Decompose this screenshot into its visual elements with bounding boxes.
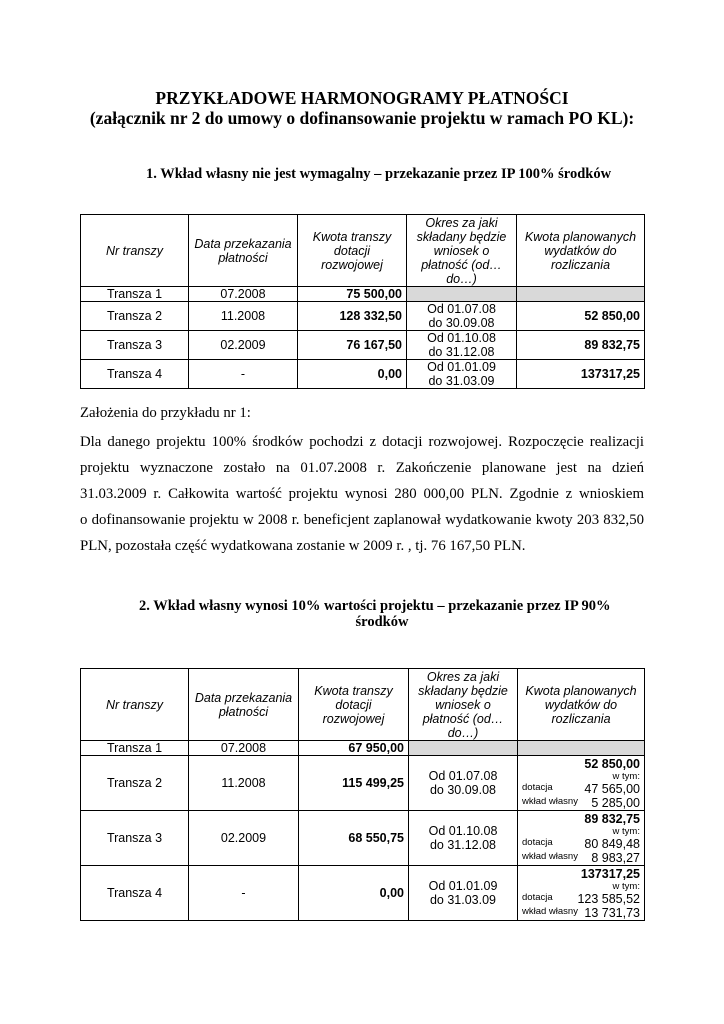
planned-w-tym-label: w tym: [612, 880, 640, 892]
row-planned: 52 850,00 [517, 302, 645, 331]
planned-wklad [522, 906, 640, 920]
row-nr: Transza 2 [81, 302, 189, 331]
row-nr: Transza 4 [81, 866, 189, 921]
section-2-heading-line-1: 2. Wkład własny wynosi 10% wartości projektu – przekazanie przez IP 90% [139, 598, 611, 614]
row-amount: 67 950,00 [299, 741, 409, 756]
wklad-value: 8 983,27 [591, 850, 640, 865]
row-amount: 128 332,50 [298, 302, 407, 331]
row-date: 07.2008 [189, 287, 298, 302]
period-from: Od 01.07.08 [427, 302, 496, 316]
row-date: - [189, 360, 298, 389]
period-to: do 30.09.08 [429, 783, 497, 797]
header-kwota-planowanych: Kwota planowanych wydatków do rozliczania [517, 215, 645, 287]
planned-w-tym-label: w tym: [612, 770, 640, 782]
row-planned: 137317,25 [517, 360, 645, 389]
row-planned-empty [518, 741, 645, 756]
row-date: - [189, 866, 299, 921]
dotacja-value: 123 585,52 [577, 891, 640, 906]
row-amount: 75 500,00 [298, 287, 407, 302]
assumptions-paragraph-line-5: PLN, pozostała część wydatkowana zostanie w 2009 r. , tj. 76 167,50 PLN. [80, 538, 526, 554]
header-data-przekazania: Data przekazania płatności [189, 669, 299, 741]
period-to: do 31.12.08 [429, 838, 497, 852]
table-row [81, 302, 645, 331]
header-okres: Okres za jaki składany będzie wniosek o płatność (od…do…) [409, 669, 518, 741]
period-to: do 31.03.09 [428, 374, 495, 388]
document-title-line-2: (załącznik nr 2 do umowy o dofinansowanie projektu w ramach PO KL): [89, 108, 635, 128]
document-title-line-1: PRZYKŁADOWE HARMONOGRAMY PŁATNOŚCI [155, 88, 569, 108]
header-data-przekazania: Data przekazania płatności [189, 215, 298, 287]
payment-schedule-table-1 [80, 214, 645, 389]
header-nr-transzy: Nr transzy [81, 215, 189, 287]
period-from: Od 01.07.08 [428, 769, 498, 783]
planned-total: 89 832,75 [584, 811, 640, 826]
header-kwota-transzy: Kwota transzy dotacji rozwojowej [299, 669, 409, 741]
row-planned [518, 866, 645, 921]
planned-dotacja [522, 892, 640, 906]
dotacja-label: dotacja [522, 781, 553, 793]
row-amount: 0,00 [298, 360, 407, 389]
row-period-empty [407, 287, 517, 302]
row-nr: Transza 4 [81, 360, 189, 389]
header-nr-transzy: Nr transzy [81, 669, 189, 741]
wklad-value: 13 731,73 [584, 905, 640, 920]
row-amount: 68 550,75 [299, 811, 409, 866]
planned-total: 52 850,00 [584, 756, 640, 771]
period-from: Od 01.10.08 [428, 824, 498, 838]
row-period-empty [409, 741, 518, 756]
period-to: do 31.12.08 [428, 345, 495, 359]
header-kwota-planowanych: Kwota planowanych wydatków do rozliczania [518, 669, 645, 741]
row-period [407, 360, 517, 389]
row-period [407, 302, 517, 331]
row-nr: Transza 3 [81, 331, 189, 360]
row-period [409, 866, 518, 921]
dotacja-value: 80 849,48 [584, 836, 640, 851]
period-to: do 30.09.08 [428, 316, 495, 330]
table-row [81, 360, 645, 389]
row-amount: 76 167,50 [298, 331, 407, 360]
table-row [81, 331, 645, 360]
row-date: 02.2009 [189, 811, 299, 866]
assumptions-heading: Założenia do przykładu nr 1: [80, 405, 251, 421]
period-to: do 31.03.09 [429, 893, 497, 907]
assumptions-paragraph-line-1: Dla danego projektu 100% środków pochodzi z dotacji rozwojowej. Rozpoczęcie realizacji [80, 434, 644, 450]
dotacja-label: dotacja [522, 836, 553, 848]
row-amount: 115 499,25 [299, 756, 409, 811]
table-header-row [81, 215, 645, 287]
table-row [81, 287, 645, 302]
row-period [409, 756, 518, 811]
row-planned [518, 756, 645, 811]
wklad-label: wkład własny [522, 850, 578, 862]
row-planned: 89 832,75 [517, 331, 645, 360]
row-date: 07.2008 [189, 741, 299, 756]
row-nr: Transza 1 [81, 741, 189, 756]
table-row [81, 866, 645, 921]
period-from: Od 01.01.09 [428, 879, 498, 893]
planned-wklad [522, 796, 640, 810]
dotacja-label: dotacja [522, 891, 553, 903]
assumptions-paragraph-line-2: projektu wyznaczone zostało na 01.07.2008 r. Zakończenie planowane jest na dzień [80, 460, 644, 476]
period-from: Od 01.10.08 [427, 331, 496, 345]
planned-w-tym-label: w tym: [612, 825, 640, 837]
planned-dotacja [522, 837, 640, 851]
table-row [81, 741, 645, 756]
header-okres: Okres za jaki składany będzie wniosek o płatność (od…do…) [407, 215, 517, 287]
row-amount: 0,00 [299, 866, 409, 921]
header-kwota-transzy: Kwota transzy dotacji rozwojowej [298, 215, 407, 287]
row-date: 11.2008 [189, 756, 299, 811]
assumptions-paragraph-line-3: 31.03.2009 r. Całkowita wartość projektu wynosi 280 000,00 PLN. Zgodnie z wnioskiem [80, 486, 644, 502]
section-1-heading: 1. Wkład własny nie jest wymagalny – przekazanie przez IP 100% środków [146, 166, 612, 182]
wklad-label: wkład własny [522, 795, 578, 807]
row-period [409, 811, 518, 866]
row-nr: Transza 1 [81, 287, 189, 302]
planned-wklad [522, 851, 640, 865]
planned-total: 137317,25 [580, 866, 640, 881]
row-nr: Transza 3 [81, 811, 189, 866]
payment-schedule-table-2 [80, 668, 645, 921]
assumptions-paragraph-line-4: o dofinansowanie projektu w 2008 r. beneficjent zaplanował wydatkowanie kwoty 203 832,50 [80, 512, 644, 528]
row-planned-empty [517, 287, 645, 302]
table-row [81, 811, 645, 866]
period-from: Od 01.01.09 [427, 360, 496, 374]
table-header-row [81, 669, 645, 741]
wklad-label: wkład własny [522, 905, 578, 917]
table-row [81, 756, 645, 811]
wklad-value: 5 285,00 [591, 795, 640, 810]
planned-dotacja [522, 782, 640, 796]
row-period [407, 331, 517, 360]
row-nr: Transza 2 [81, 756, 189, 811]
section-2-heading-line-2: środków [355, 614, 409, 630]
dotacja-value: 47 565,00 [584, 781, 640, 796]
row-planned [518, 811, 645, 866]
row-date: 02.2009 [189, 331, 298, 360]
row-date: 11.2008 [189, 302, 298, 331]
